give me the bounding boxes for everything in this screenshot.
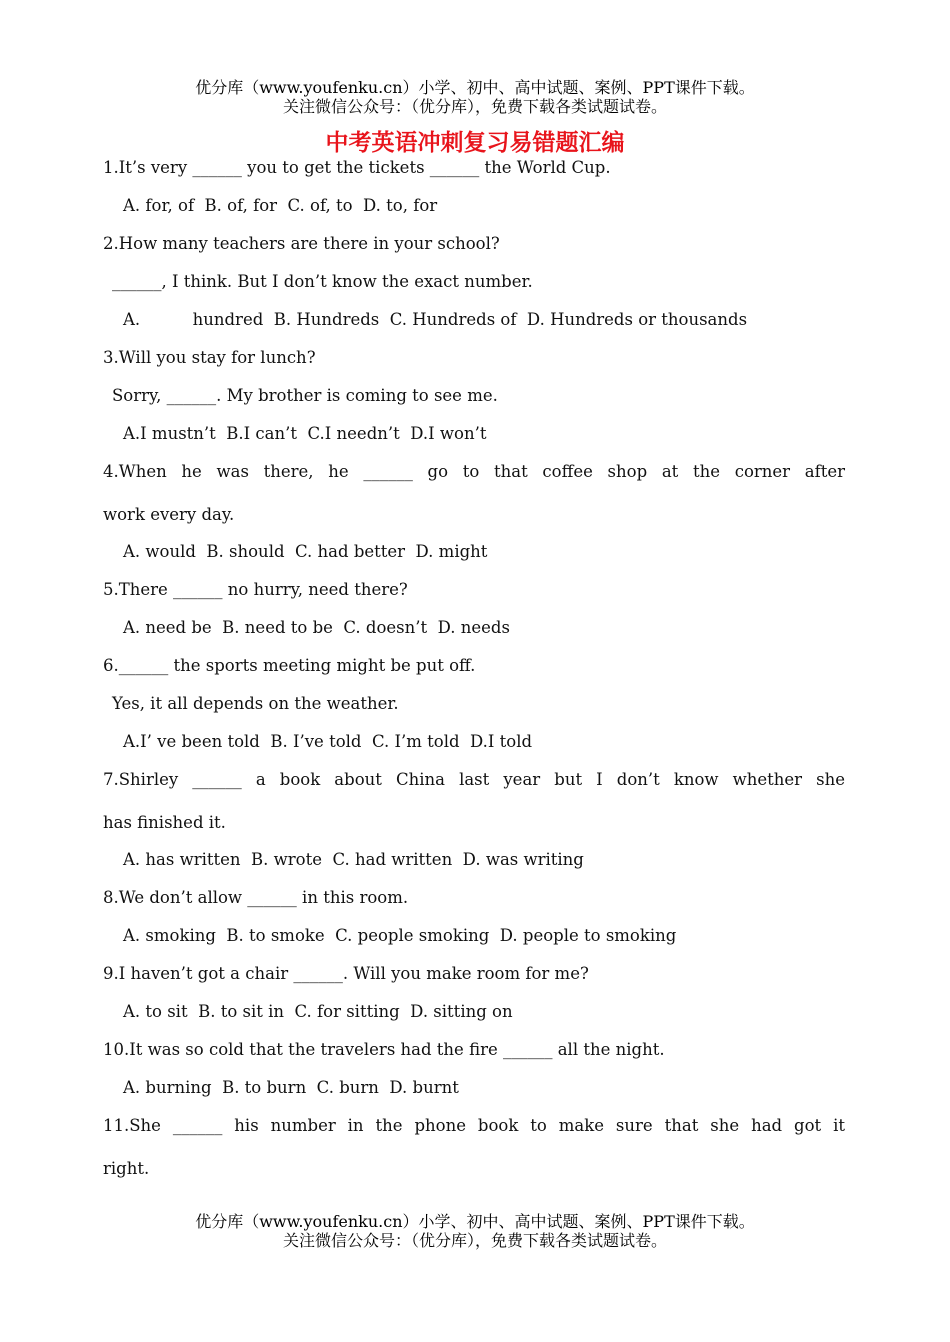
options-1: A. for, of B. of, for C. of, to D. to, for [123, 196, 438, 215]
options-7: A. has written B. wrote C. had written D. was writing [123, 850, 584, 869]
question-9: 9.I haven’t got a chair ______. Will you make room for me? [103, 964, 589, 983]
page-footer [0, 1212, 950, 1250]
answer-line-3: Sorry, ______. My brother is coming to see me. [112, 386, 498, 405]
question-7-cont: has finished it. [103, 813, 226, 832]
options-10: A. burning B. to burn C. burn D. burnt [123, 1078, 459, 1097]
question-10: 10.It was so cold that the travelers had the fire ______ all the night. [103, 1040, 665, 1059]
question-4: 4.When he was there, he ______ go to that coffee shop at the corner after [103, 462, 845, 481]
options-3: A.I mustn’t B.I can’t C.I needn’t D.I won’t [123, 424, 487, 443]
question-11: 11.She ______ his number in the phone book to make sure that she had got it [103, 1116, 845, 1135]
question-5: 5.There ______ no hurry, need there? [103, 580, 408, 599]
options-9: A. to sit B. to sit in C. for sitting D. sitting on [123, 1002, 513, 1021]
page-header [0, 78, 950, 116]
question-8: 8.We don’t allow ______ in this room. [103, 888, 409, 907]
question-6: 6.______ the sports meeting might be put off. [103, 656, 476, 675]
answer-line-6: Yes, it all depends on the weather. [112, 694, 399, 713]
options-6: A.I’ ve been told B. I’ve told C. I’m told D.I told [123, 732, 533, 751]
options-4: A. would B. should C. had better D. might [123, 542, 488, 561]
question-11-cont: right. [103, 1159, 150, 1178]
page-title: 中考英语冲刺复习易错题汇编 [325, 130, 625, 156]
question-4-cont: work every day. [103, 505, 235, 524]
answer-line-2: ______, I think. But I don’t know the exact number. [112, 272, 533, 291]
options-5: A. need be B. need to be C. doesn’t D. needs [123, 618, 510, 637]
header-line-2: 关注微信公众号：（优分库），免费下载各类试题试卷。 [282, 97, 667, 116]
question-2: 2.How many teachers are there in your school? [103, 234, 500, 253]
options-8: A. smoking B. to smoke C. people smoking D. people to smoking [123, 926, 677, 945]
footer-line-1: 优分库（www.youfenku.cn）小学、初中、高中试题、案例、PPT课件下载。 [195, 1212, 755, 1231]
options-2: A. hundred B. Hundreds C. Hundreds of D. Hundreds or thousands [123, 310, 748, 329]
header-line-1: 优分库（www.youfenku.cn）小学、初中、高中试题、案例、PPT课件下载。 [195, 78, 755, 97]
question-7: 7.Shirley ______ a book about China last year but I don’t know whether she [103, 770, 845, 789]
question-1: 1.It’s very ______ you to get the tickets ______ the World Cup. [103, 158, 611, 177]
question-3: 3.Will you stay for lunch? [103, 348, 316, 367]
footer-line-2: 关注微信公众号：（优分库），免费下载各类试题试卷。 [282, 1231, 667, 1250]
